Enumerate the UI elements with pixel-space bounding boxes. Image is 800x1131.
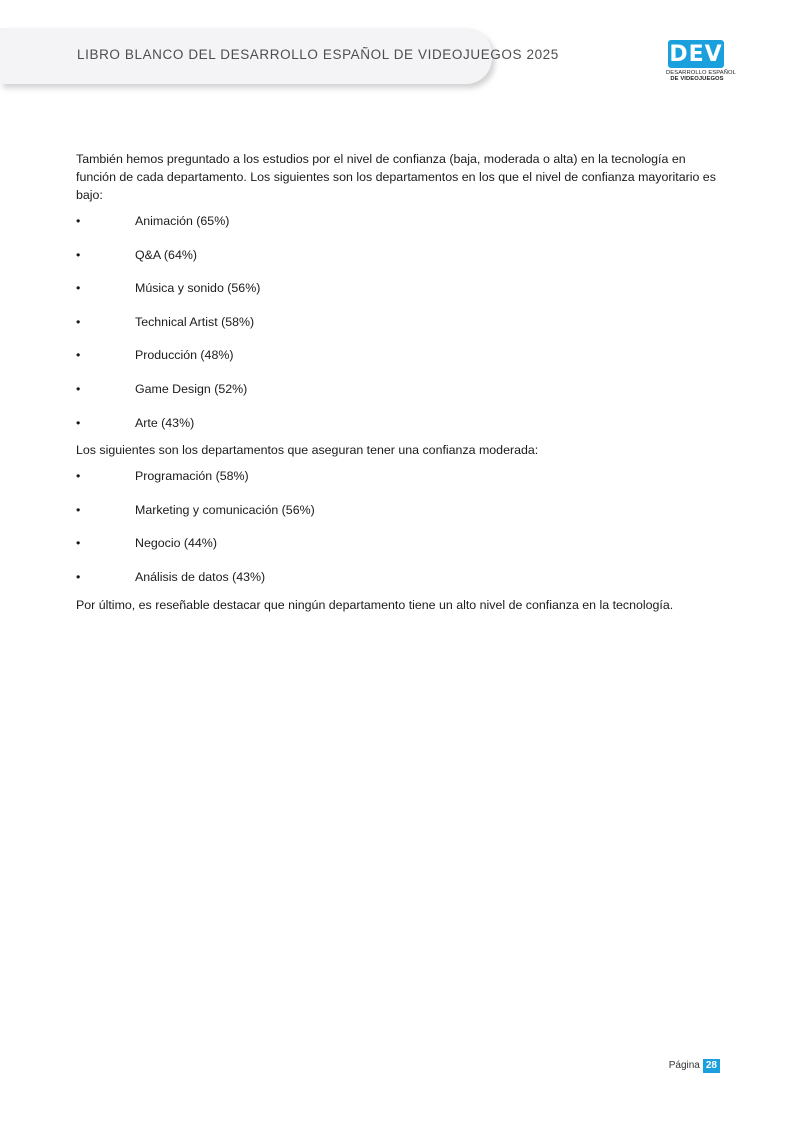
bullet: • xyxy=(76,281,81,296)
page-footer xyxy=(669,1059,720,1073)
bullet: • xyxy=(76,214,81,228)
bullet: • xyxy=(76,381,81,396)
list-item xyxy=(76,272,726,306)
list-item xyxy=(76,407,726,441)
list-item-label: Q&A (64%) xyxy=(135,247,197,262)
logo-subtitle-1: DESARROLLO ESPAÑOL xyxy=(666,70,736,76)
logo-text: DEV xyxy=(669,42,723,67)
list-item xyxy=(76,239,726,273)
bullet: • xyxy=(76,314,81,329)
bullet: • xyxy=(76,469,81,484)
list-item-label: Technical Artist (58%) xyxy=(135,314,255,329)
dev-logo xyxy=(666,40,736,84)
low-confidence-list xyxy=(76,205,726,440)
bullet: • xyxy=(76,247,81,262)
list-item-label: Game Design (52%) xyxy=(135,381,248,396)
moderate-confidence-list xyxy=(76,460,726,594)
list-item xyxy=(76,527,726,561)
bullet: • xyxy=(76,569,81,584)
bullet: • xyxy=(76,415,81,430)
list-item-label: Análisis de datos (43%) xyxy=(135,569,266,584)
page-number: 28 xyxy=(703,1059,720,1073)
list-item-label: Producción (48%) xyxy=(135,348,234,363)
closing-paragraph: Por último, es reseñable destacar que ningún departamento tiene un alto nivel de confianza en la tecnología. xyxy=(76,597,674,612)
list-item xyxy=(76,306,726,340)
list-item xyxy=(76,373,726,407)
list-item-label: Marketing y comunicación (56%) xyxy=(135,502,315,517)
list-item-label: Música y sonido (56%) xyxy=(135,281,261,296)
list-item xyxy=(76,205,726,239)
document-title: LIBRO BLANCO DEL DESARROLLO ESPAÑOL DE VIDEOJUEGOS 2025 xyxy=(77,47,559,62)
page-label: Página xyxy=(668,1060,700,1071)
list-item xyxy=(76,460,726,494)
bullet: • xyxy=(76,348,81,363)
list-item xyxy=(76,561,726,595)
list-item-label: Negocio (44%) xyxy=(135,536,217,551)
intro-paragraph: También hemos preguntado a los estudios por el nivel de confianza (baja, moderada o alta) en la tecnología en función de cada departamento. Los siguientes son los departamentos en los que el nivel de confianza mayoritario es bajo: xyxy=(76,152,716,202)
moderate-paragraph: Los siguientes son los departamentos que aseguran tener una confianza moderada: xyxy=(76,443,539,458)
main-content xyxy=(76,150,726,614)
bullet: • xyxy=(76,536,81,551)
bullet: • xyxy=(76,502,81,517)
logo-subtitle-2: DE VIDEOJUEGOS xyxy=(670,76,724,82)
list-item-label: Animación (65%) xyxy=(135,214,230,228)
list-item-label: Arte (43%) xyxy=(135,415,195,430)
list-item xyxy=(76,494,726,528)
list-item xyxy=(76,339,726,373)
list-item-label: Programación (58%) xyxy=(135,469,249,484)
